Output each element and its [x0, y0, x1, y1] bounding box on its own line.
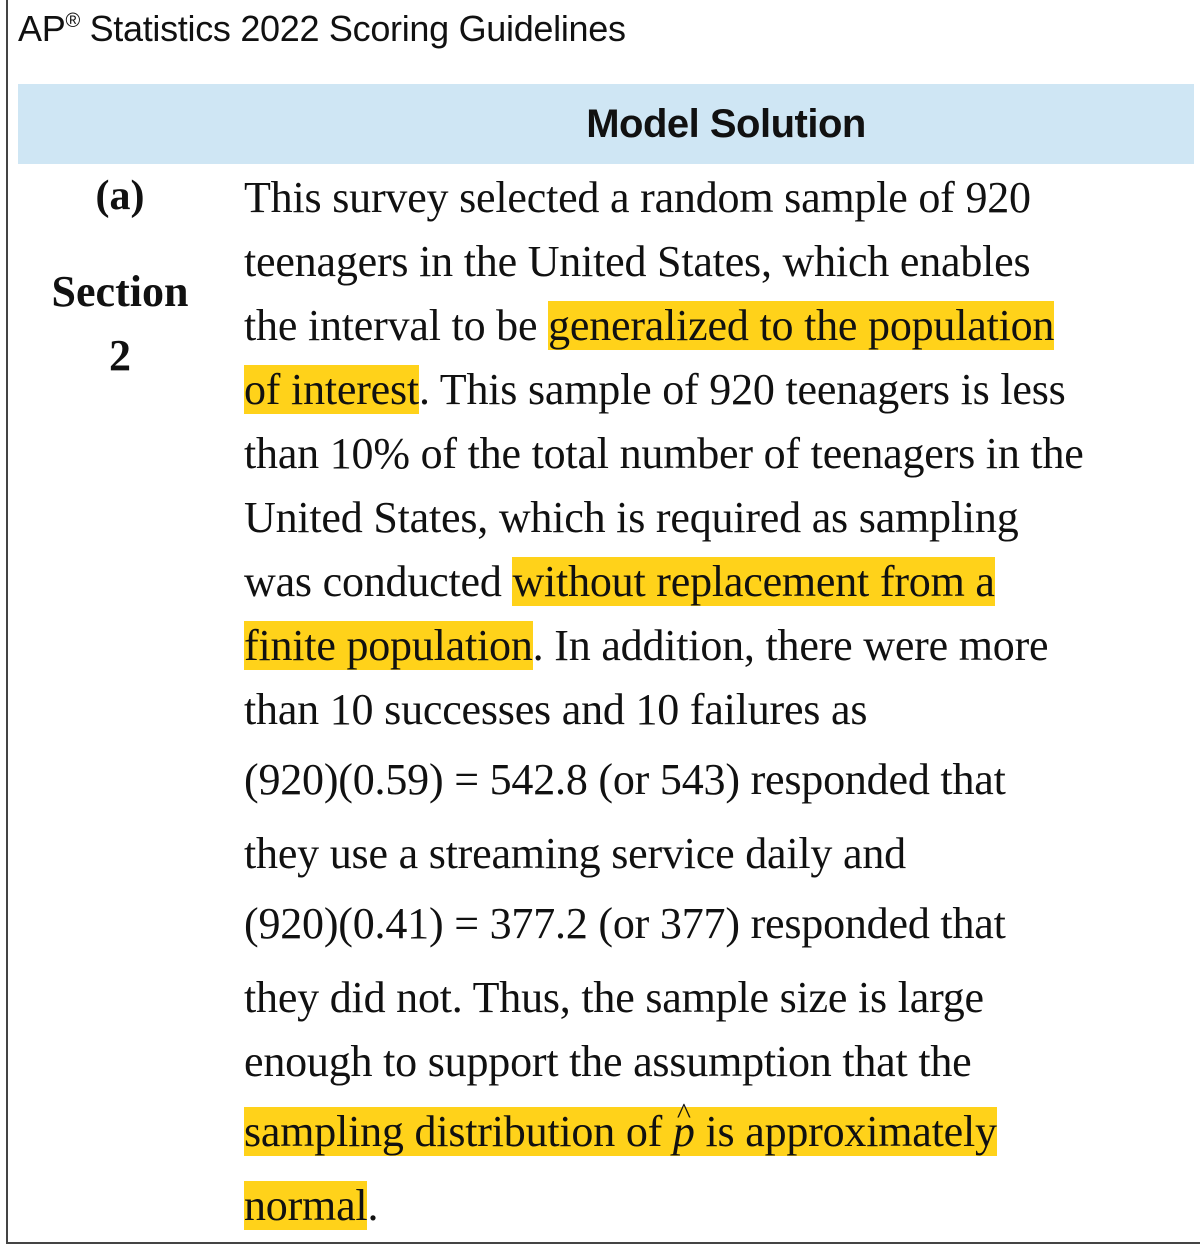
highlight-finite-population: finite population: [244, 621, 533, 670]
solution-line-7: [244, 554, 995, 610]
solution-text: sampling distribution of: [244, 1107, 673, 1156]
solution-line-8: [244, 618, 1048, 674]
section-number: 2: [109, 331, 131, 380]
highlight-sampling-distribution: [244, 1107, 997, 1156]
solution-text: the interval to be: [244, 301, 549, 350]
solution-text: (or 543) responded that: [587, 755, 1006, 804]
solution-line-10: [244, 752, 1006, 808]
solution-text: . This sample of 920 teenagers is less: [418, 365, 1066, 414]
math-successes: (920)(0.59) = 542.8: [244, 755, 588, 804]
model-solution-header: [18, 84, 1194, 164]
solution-line-9: than 10 successes and 10 failures as: [244, 685, 868, 734]
math-failures: (920)(0.41) = 377.2: [244, 899, 588, 948]
solution-line-6: United States, which is required as sampling: [244, 493, 1019, 542]
solution-line-4: [244, 362, 1066, 418]
highlight-without-replacement: without replacement from a: [512, 557, 995, 606]
solution-line-5: than 10% of the total number of teenagers in the: [244, 429, 1084, 478]
solution-line-16: [244, 1178, 378, 1234]
solution-line-12: [244, 896, 1006, 952]
solution-line-1: This survey selected a random sample of 920: [244, 173, 1031, 222]
section-label: [30, 260, 210, 388]
solution-text: (or 377) responded that: [587, 899, 1006, 948]
highlight-of-interest: of interest: [244, 365, 419, 414]
solution-text: .: [367, 1181, 379, 1230]
solution-line-13: they did not. Thus, the sample size is large: [244, 973, 984, 1022]
section-word: Section: [51, 267, 189, 316]
solution-line-15: [244, 1104, 997, 1160]
solution-text: is approximately: [694, 1107, 997, 1156]
solution-line-2: teenagers in the United States, which enables: [244, 237, 1031, 286]
highlight-normal: normal: [244, 1181, 368, 1230]
highlight-generalized: generalized to the population: [548, 301, 1055, 350]
solution-text: . In addition, there were more: [532, 621, 1049, 670]
solution-line-14: enough to support the assumption that the: [244, 1037, 972, 1086]
model-solution-label: Model Solution: [586, 102, 866, 146]
title-prefix: AP: [18, 8, 66, 49]
solution-text: was conducted: [244, 557, 513, 606]
registered-mark: ®: [65, 10, 80, 32]
solution-line-11: they use a streaming service daily and: [244, 829, 906, 878]
document-title: [18, 8, 626, 50]
solution-line-3: [244, 298, 1054, 354]
p-hat-symbol: p ^: [673, 1104, 695, 1160]
title-rest: Statistics 2022 Scoring Guidelines: [79, 8, 626, 49]
part-label: (a): [95, 173, 145, 219]
